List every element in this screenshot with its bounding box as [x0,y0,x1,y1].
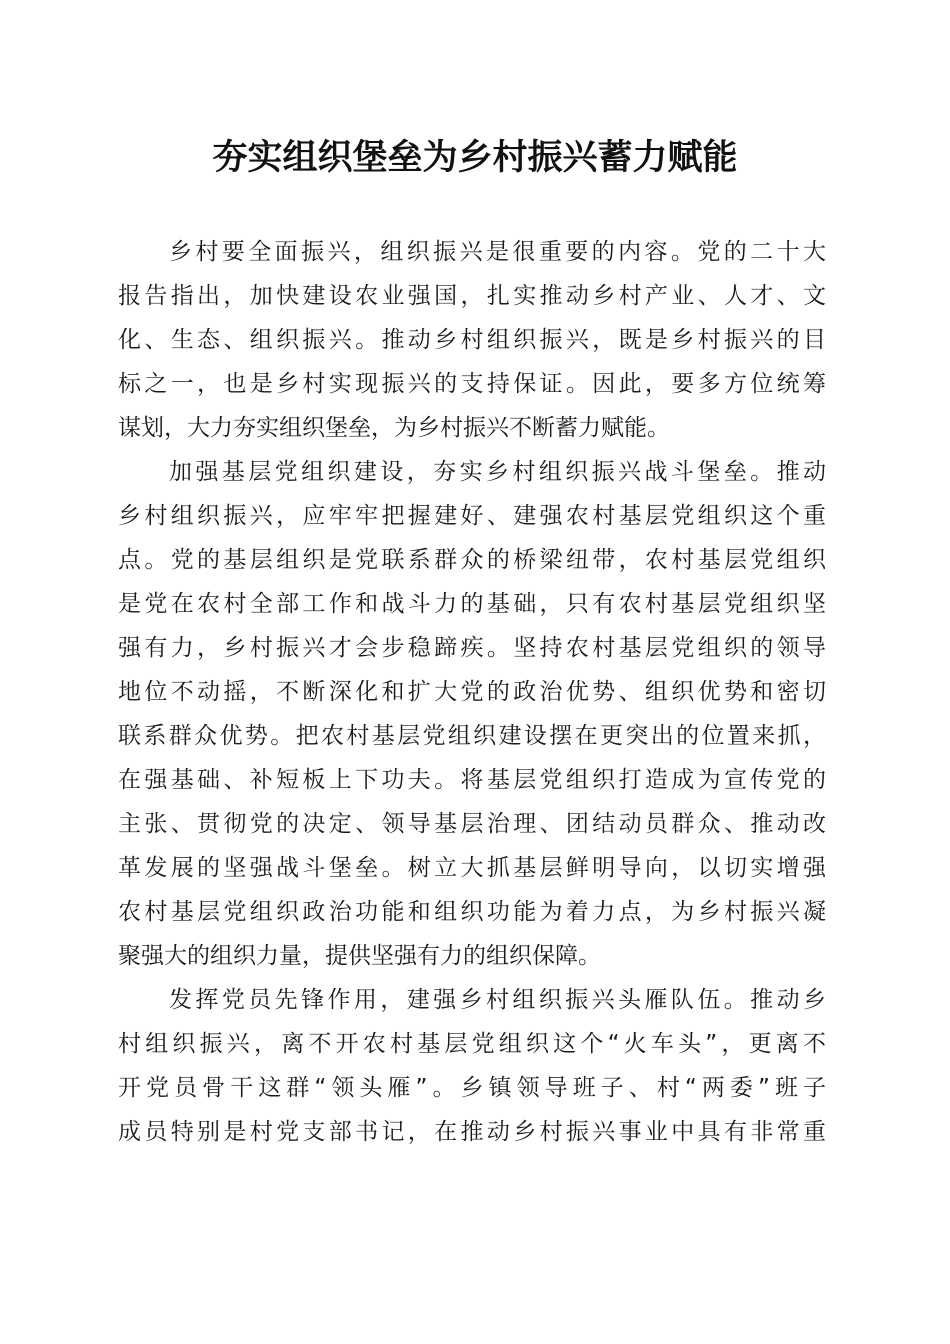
paragraph-line: 谋划，大力夯实组织堡垒，为乡村振兴不断蓄力赋能。 [118,415,670,441]
paragraph-line: 主张、贯彻党的决定、领导基层治理、团结动员群众、推动改 [118,811,826,837]
paragraph-2 [118,450,826,978]
paragraph-line: 聚强大的组织力量，提供坚强有力的组织保障。 [118,943,601,969]
paragraph-line: 报告指出，加快建设农业强国，扎实推动乡村产业、人才、文 [118,283,826,309]
paragraph-line: 强有力，乡村振兴才会步稳蹄疾。坚持农村基层党组织的领导 [118,635,826,661]
paragraph-line: 乡村要全面振兴，组织振兴是很重要的内容。党的二十大 [169,239,826,265]
paragraph-line: 标之一，也是乡村实现振兴的支持保证。因此，要多方位统筹 [118,371,826,397]
paragraph-line: 加强基层党组织建设，夯实乡村组织振兴战斗堡垒。推动 [169,459,826,485]
paragraph-line: 开党员骨干这群“领头雁”。乡镇领导班子、村“两委”班子 [118,1075,826,1101]
document-title: 夯实组织堡垒为乡村振兴蓄力赋能 [212,137,738,178]
paragraph-line: 乡村组织振兴，应牢牢把握建好、建强农村基层党组织这个重 [118,503,826,529]
paragraph-line: 联系群众优势。把农村基层党组织建设摆在更突出的位置来抓， [118,723,826,749]
paragraph-line: 成员特别是村党支部书记，在推动乡村振兴事业中具有非常重 [118,1119,826,1145]
document-body [118,230,826,1154]
paragraph-line: 化、生态、组织振兴。推动乡村组织振兴，既是乡村振兴的目 [118,327,826,353]
paragraph-3 [118,978,826,1154]
paragraph-line: 革发展的坚强战斗堡垒。树立大抓基层鲜明导向，以切实增强 [118,855,826,881]
paragraph-line: 地位不动摇，不断深化和扩大党的政治优势、组织优势和密切 [118,679,826,705]
paragraph-line: 在强基础、补短板上下功夫。将基层党组织打造成为宣传党的 [118,767,826,793]
paragraph-1 [118,230,826,450]
paragraph-line: 发挥党员先锋作用，建强乡村组织振兴头雁队伍。推动乡 [169,987,826,1013]
paragraph-line: 农村基层党组织政治功能和组织功能为着力点，为乡村振兴凝 [118,899,826,925]
paragraph-line: 是党在农村全部工作和战斗力的基础，只有农村基层党组织坚 [118,591,826,617]
paragraph-line: 点。党的基层组织是党联系群众的桥梁纽带，农村基层党组织 [118,547,826,573]
paragraph-line: 村组织振兴，离不开农村基层党组织这个“火车头”，更离不 [118,1031,826,1057]
